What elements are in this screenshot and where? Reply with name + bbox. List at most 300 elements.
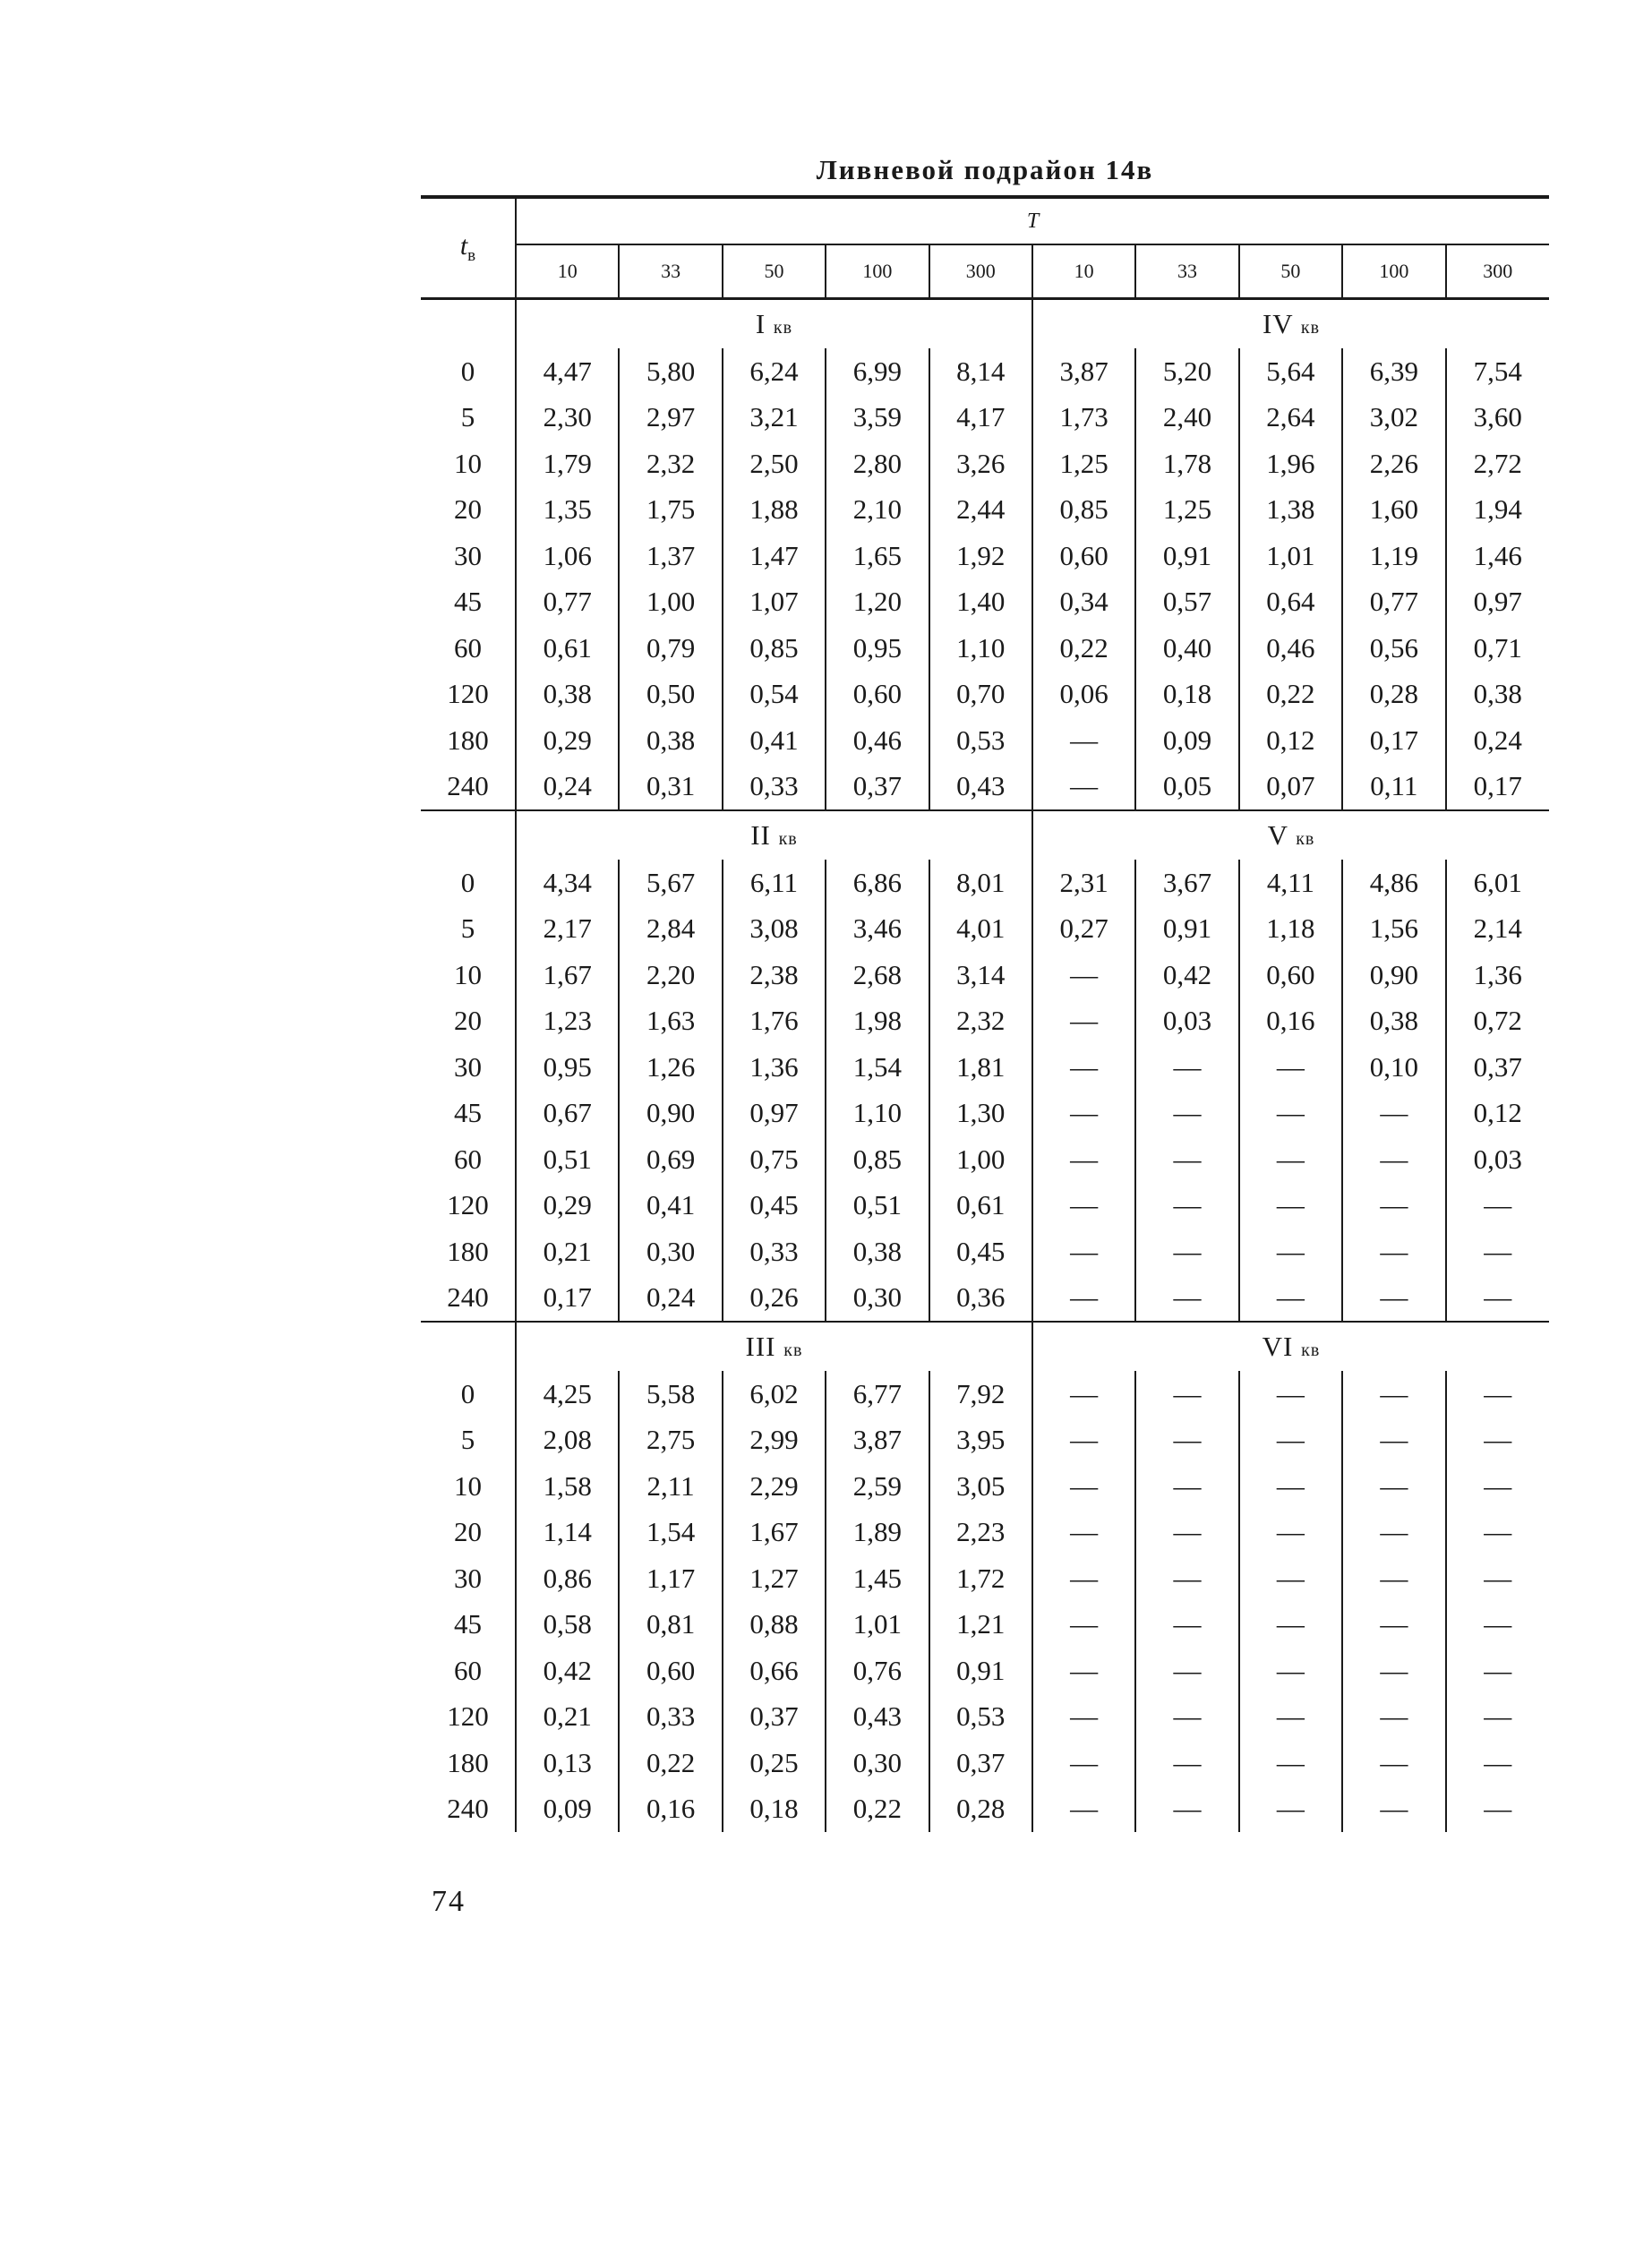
table-row xyxy=(421,579,1549,626)
table-cell: — xyxy=(1342,1648,1445,1694)
table-cell: 1,36 xyxy=(1473,958,1522,990)
table-row xyxy=(421,1417,1549,1464)
table-cell: 1,01 xyxy=(826,1602,929,1648)
zone-numeral: VI xyxy=(1262,1331,1294,1362)
table-cell: 0,38 xyxy=(1473,678,1522,710)
table-cell: 0,07 xyxy=(1239,764,1342,811)
table-cell: 0,33 xyxy=(619,1694,722,1741)
table-cell: 1,40 xyxy=(929,579,1032,626)
table-cell: — xyxy=(1239,1229,1342,1275)
table-cell: 2,97 xyxy=(619,395,722,441)
table-cell: 1,23 xyxy=(516,998,619,1045)
table-cell: 0,30 xyxy=(619,1229,722,1275)
table-cell: — xyxy=(1032,1740,1135,1786)
table-cell: 0,38 xyxy=(826,1229,929,1275)
table-cell: — xyxy=(1032,1417,1135,1464)
table-cell: 1,10 xyxy=(826,1091,929,1137)
row-duration: 240 xyxy=(421,764,516,811)
table-cell: 0,60 xyxy=(619,1648,722,1694)
table-cell: 0,88 xyxy=(723,1602,826,1648)
table-cell: 1,56 xyxy=(1342,906,1445,953)
row-duration: 45 xyxy=(421,1091,516,1137)
table-cell: 5,20 xyxy=(1135,348,1238,395)
table-cell: 0,60 xyxy=(1032,533,1135,579)
table-cell: — xyxy=(1342,1371,1445,1417)
table-cell: 0,22 xyxy=(826,1786,929,1833)
table-cell: 6,99 xyxy=(826,348,929,395)
table-cell: 0,22 xyxy=(1239,672,1342,718)
table-cell: — xyxy=(1032,1371,1135,1417)
table-cell: 1,76 xyxy=(723,998,826,1045)
table-cell: 0,17 xyxy=(1342,717,1445,764)
table-cell: 1,75 xyxy=(619,487,722,534)
table-cell: 3,14 xyxy=(929,952,1032,998)
table-cell: 4,25 xyxy=(516,1371,619,1417)
table-cell: 0,45 xyxy=(723,1183,826,1229)
table-cell: 0,67 xyxy=(516,1091,619,1137)
row-duration: 60 xyxy=(421,1648,516,1694)
table-cell: — xyxy=(1135,1275,1238,1323)
table-cell: 3,67 xyxy=(1135,860,1238,906)
table-row xyxy=(421,1091,1549,1137)
table-cell: 5,67 xyxy=(619,860,722,906)
table-cell: 4,11 xyxy=(1239,860,1342,906)
table-cell: — xyxy=(1484,1189,1512,1221)
table-row xyxy=(421,1740,1549,1786)
row-duration: 0 xyxy=(421,1371,516,1417)
table-cell: 0,37 xyxy=(929,1740,1032,1786)
table-cell: 0,95 xyxy=(826,625,929,672)
table-cell: 0,36 xyxy=(929,1275,1032,1323)
table-cell: 2,44 xyxy=(929,487,1032,534)
table-cell: 1,06 xyxy=(516,533,619,579)
row-duration: 180 xyxy=(421,717,516,764)
header-period: 300 xyxy=(1446,244,1550,299)
zone-numeral: II xyxy=(750,819,771,851)
table-cell: 2,84 xyxy=(619,906,722,953)
table-cell: 3,05 xyxy=(929,1463,1032,1510)
table-cell: 4,17 xyxy=(929,395,1032,441)
header-period: 33 xyxy=(619,244,722,299)
table-cell: — xyxy=(1032,1044,1135,1091)
table-cell: 0,43 xyxy=(929,764,1032,811)
table-cell: — xyxy=(1484,1469,1512,1502)
table-cell: 4,01 xyxy=(929,906,1032,953)
table-cell: 1,01 xyxy=(1239,533,1342,579)
table-cell: — xyxy=(1239,1694,1342,1741)
table-cell: 6,11 xyxy=(723,860,826,906)
table-cell: 3,21 xyxy=(723,395,826,441)
table-cell: 0,58 xyxy=(516,1602,619,1648)
table-cell: 1,36 xyxy=(723,1044,826,1091)
table-cell: 0,85 xyxy=(1032,487,1135,534)
zone-unit: кв xyxy=(1300,318,1321,338)
table-cell: 1,89 xyxy=(826,1510,929,1556)
table-cell: — xyxy=(1239,1740,1342,1786)
table-cell: 0,61 xyxy=(929,1183,1032,1229)
table-cell: 0,21 xyxy=(516,1694,619,1741)
table-cell: 0,10 xyxy=(1342,1044,1445,1091)
table-cell: 0,37 xyxy=(1473,1050,1522,1083)
table-cell: 0,30 xyxy=(826,1275,929,1323)
table-cell: 2,72 xyxy=(1473,447,1522,479)
zone-unit: кв xyxy=(778,829,798,849)
table-cell: 1,25 xyxy=(1135,487,1238,534)
table-cell: 1,46 xyxy=(1473,539,1522,571)
table-cell: 0,75 xyxy=(723,1136,826,1183)
table-cell: 0,17 xyxy=(1473,770,1522,802)
header-period: 300 xyxy=(929,244,1032,299)
row-duration: 180 xyxy=(421,1740,516,1786)
table-cell: 3,08 xyxy=(723,906,826,953)
header-period-group: T xyxy=(516,197,1549,244)
table-row xyxy=(421,441,1549,487)
header-period: 50 xyxy=(1239,244,1342,299)
rainfall-table xyxy=(421,195,1549,1832)
table-cell: 1,37 xyxy=(619,533,722,579)
table-cell: 0,81 xyxy=(619,1602,722,1648)
table-cell: — xyxy=(1484,1281,1512,1314)
table-row xyxy=(421,952,1549,998)
table-cell: — xyxy=(1239,1555,1342,1602)
row-duration: 30 xyxy=(421,1555,516,1602)
header-period: 50 xyxy=(723,244,826,299)
header-tv-label: t xyxy=(459,230,468,261)
table-cell: 1,79 xyxy=(516,441,619,487)
table-cell: 8,01 xyxy=(929,860,1032,906)
table-row xyxy=(421,1136,1549,1183)
row-duration: 10 xyxy=(421,952,516,998)
table-cell: 2,32 xyxy=(619,441,722,487)
table-cell: 0,85 xyxy=(826,1136,929,1183)
table-row xyxy=(421,1229,1549,1275)
table-cell: 0,18 xyxy=(1135,672,1238,718)
table-cell: 0,27 xyxy=(1032,906,1135,953)
table-row xyxy=(421,672,1549,718)
zone-label-left xyxy=(516,299,1032,349)
table-body xyxy=(421,299,1549,1833)
table-row xyxy=(421,1694,1549,1741)
table-cell: — xyxy=(1239,1371,1342,1417)
table-cell: 0,34 xyxy=(1032,579,1135,626)
table-row xyxy=(421,1463,1549,1510)
table-cell: — xyxy=(1135,1044,1238,1091)
zone-label-right xyxy=(1032,299,1549,349)
table-cell: — xyxy=(1135,1417,1238,1464)
table-cell: 0,18 xyxy=(723,1786,826,1833)
table-row xyxy=(421,1044,1549,1091)
table-cell: — xyxy=(1239,1510,1342,1556)
table-cell: 7,54 xyxy=(1473,355,1522,387)
zone-label-right xyxy=(1032,1322,1549,1371)
table-cell: 3,95 xyxy=(929,1417,1032,1464)
table-cell: — xyxy=(1032,1602,1135,1648)
table-cell: — xyxy=(1342,1740,1445,1786)
table-row xyxy=(421,998,1549,1045)
table-cell: — xyxy=(1135,1183,1238,1229)
table-cell: 0,70 xyxy=(929,672,1032,718)
zone-label-left xyxy=(516,1322,1032,1371)
row-duration: 45 xyxy=(421,579,516,626)
table-cell: 2,29 xyxy=(723,1463,826,1510)
table-cell: — xyxy=(1342,1510,1445,1556)
table-cell: 0,69 xyxy=(619,1136,722,1183)
table-cell: 0,29 xyxy=(516,717,619,764)
header-period: 100 xyxy=(826,244,929,299)
table-cell: 0,11 xyxy=(1342,764,1445,811)
row-duration: 120 xyxy=(421,1694,516,1741)
table-cell: — xyxy=(1239,1183,1342,1229)
row-duration: 5 xyxy=(421,906,516,953)
table-cell: 1,98 xyxy=(826,998,929,1045)
table-cell: 0,06 xyxy=(1032,672,1135,718)
table-cell: 2,40 xyxy=(1135,395,1238,441)
table-cell: 0,31 xyxy=(619,764,722,811)
table-cell: 1,94 xyxy=(1473,493,1522,526)
table-row xyxy=(421,860,1549,906)
table-cell: 0,91 xyxy=(1135,533,1238,579)
table-row xyxy=(421,906,1549,953)
table-cell: 1,26 xyxy=(619,1044,722,1091)
table-cell: 0,33 xyxy=(723,1229,826,1275)
table-cell: 4,34 xyxy=(516,860,619,906)
row-duration: 20 xyxy=(421,998,516,1045)
table-cell: 0,72 xyxy=(1473,1005,1522,1037)
table-cell: 0,09 xyxy=(516,1786,619,1833)
table-cell: 0,26 xyxy=(723,1275,826,1323)
table-cell: — xyxy=(1342,1091,1445,1137)
table-cell: 1,19 xyxy=(1342,533,1445,579)
table-cell: 4,47 xyxy=(516,348,619,395)
table-cell: 2,30 xyxy=(516,395,619,441)
table-cell: — xyxy=(1342,1275,1445,1323)
table-cell: — xyxy=(1484,1235,1512,1267)
table-cell: — xyxy=(1484,1700,1512,1733)
table-cell: 0,22 xyxy=(619,1740,722,1786)
table-cell: 1,67 xyxy=(516,952,619,998)
table-cell: 1,38 xyxy=(1239,487,1342,534)
table-cell: 6,24 xyxy=(723,348,826,395)
table-cell: 0,91 xyxy=(929,1648,1032,1694)
table-cell: 1,17 xyxy=(619,1555,722,1602)
table-cell: 0,42 xyxy=(1135,952,1238,998)
header-tv xyxy=(421,197,516,299)
table-row xyxy=(421,1275,1549,1323)
table-cell: — xyxy=(1484,1377,1512,1409)
table-cell: 2,32 xyxy=(929,998,1032,1045)
table-cell: — xyxy=(1032,1275,1135,1323)
zone-unit: кв xyxy=(1296,829,1315,849)
table-cell: — xyxy=(1342,1183,1445,1229)
table-cell: 1,10 xyxy=(929,625,1032,672)
row-duration: 20 xyxy=(421,1510,516,1556)
table-cell: 0,46 xyxy=(826,717,929,764)
table-cell: 0,46 xyxy=(1239,625,1342,672)
table-cell: 0,24 xyxy=(619,1275,722,1323)
table-cell: 0,60 xyxy=(826,672,929,718)
row-duration: 240 xyxy=(421,1786,516,1833)
table-cell: 2,17 xyxy=(516,906,619,953)
table-cell: — xyxy=(1135,1371,1238,1417)
table-row xyxy=(421,625,1549,672)
table-cell: 3,87 xyxy=(1032,348,1135,395)
table-cell: 3,59 xyxy=(826,395,929,441)
table-cell: 1,30 xyxy=(929,1091,1032,1137)
table-cell: 0,90 xyxy=(619,1091,722,1137)
table-cell: 1,73 xyxy=(1032,395,1135,441)
table-cell: 0,17 xyxy=(516,1275,619,1323)
table-cell: 0,28 xyxy=(1342,672,1445,718)
table-cell: 0,71 xyxy=(1473,631,1522,664)
table-cell: 2,26 xyxy=(1342,441,1445,487)
table-cell: 0,30 xyxy=(826,1740,929,1786)
table-cell: 0,51 xyxy=(516,1136,619,1183)
table-cell: — xyxy=(1239,1417,1342,1464)
table-cell: 0,25 xyxy=(723,1740,826,1786)
table-cell: 0,57 xyxy=(1135,579,1238,626)
table-cell: 2,75 xyxy=(619,1417,722,1464)
table-cell: 0,79 xyxy=(619,625,722,672)
table-cell: 0,41 xyxy=(723,717,826,764)
table-cell: — xyxy=(1032,1648,1135,1694)
zone-header-row xyxy=(421,810,1549,860)
table-cell: 1,47 xyxy=(723,533,826,579)
table-cell: 2,20 xyxy=(619,952,722,998)
table-cell: 0,12 xyxy=(1239,717,1342,764)
table-cell: 0,53 xyxy=(929,717,1032,764)
table-cell: 0,38 xyxy=(619,717,722,764)
table-cell: 5,58 xyxy=(619,1371,722,1417)
table-cell: 0,97 xyxy=(1473,586,1522,618)
zone-header-row xyxy=(421,1322,1549,1371)
table-cell: — xyxy=(1135,1136,1238,1183)
table-row xyxy=(421,1602,1549,1648)
table-cell: — xyxy=(1342,1463,1445,1510)
table-cell: 0,03 xyxy=(1135,998,1238,1045)
table-cell: 0,16 xyxy=(1239,998,1342,1045)
table-cell: 6,77 xyxy=(826,1371,929,1417)
table-cell: — xyxy=(1342,1555,1445,1602)
table-cell: — xyxy=(1135,1463,1238,1510)
table-cell: — xyxy=(1484,1516,1512,1548)
row-duration: 0 xyxy=(421,348,516,395)
table-row xyxy=(421,717,1549,764)
table-cell: 0,64 xyxy=(1239,579,1342,626)
table-cell: 0,41 xyxy=(619,1183,722,1229)
table-row xyxy=(421,764,1549,811)
table-cell: — xyxy=(1484,1424,1512,1456)
table-cell: 1,60 xyxy=(1342,487,1445,534)
zone-unit: кв xyxy=(783,1340,803,1360)
table-cell: 0,40 xyxy=(1135,625,1238,672)
zone-header-row xyxy=(421,299,1549,349)
table-cell: 0,29 xyxy=(516,1183,619,1229)
table-cell: — xyxy=(1484,1793,1512,1825)
zone-numeral: IV xyxy=(1262,308,1294,339)
table-cell: 0,38 xyxy=(516,672,619,718)
zone-numeral: III xyxy=(745,1331,776,1362)
zone-numeral: I xyxy=(755,308,766,339)
row-duration: 180 xyxy=(421,1229,516,1275)
table-cell: 0,77 xyxy=(1342,579,1445,626)
table-cell: 0,21 xyxy=(516,1229,619,1275)
table-cell: 1,65 xyxy=(826,533,929,579)
header-period: 33 xyxy=(1135,244,1238,299)
table-cell: — xyxy=(1342,1229,1445,1275)
table-cell: — xyxy=(1342,1136,1445,1183)
table-cell: 0,76 xyxy=(826,1648,929,1694)
table-cell: 8,14 xyxy=(929,348,1032,395)
table-cell: — xyxy=(1135,1602,1238,1648)
table-cell: 2,59 xyxy=(826,1463,929,1510)
table-row xyxy=(421,348,1549,395)
table-cell: 0,03 xyxy=(1473,1143,1522,1175)
table-cell: — xyxy=(1239,1786,1342,1833)
table-row xyxy=(421,395,1549,441)
table-cell: 1,72 xyxy=(929,1555,1032,1602)
row-duration: 10 xyxy=(421,1463,516,1510)
table-cell: 0,05 xyxy=(1135,764,1238,811)
table-cell: — xyxy=(1239,1091,1342,1137)
table-cell: 2,80 xyxy=(826,441,929,487)
table-cell: 1,27 xyxy=(723,1555,826,1602)
row-duration: 60 xyxy=(421,1136,516,1183)
table-cell: 1,21 xyxy=(929,1602,1032,1648)
table-cell: — xyxy=(1342,1602,1445,1648)
zone-label-right xyxy=(1032,810,1549,860)
table-cell: 1,00 xyxy=(619,579,722,626)
table-cell: — xyxy=(1032,998,1135,1045)
table-cell: — xyxy=(1032,764,1135,811)
table-cell: — xyxy=(1135,1740,1238,1786)
row-duration: 120 xyxy=(421,1183,516,1229)
table-cell: 1,54 xyxy=(826,1044,929,1091)
table-cell: — xyxy=(1135,1648,1238,1694)
table-cell: — xyxy=(1032,1091,1135,1137)
table-cell: — xyxy=(1239,1602,1342,1648)
table-cell: — xyxy=(1484,1654,1512,1686)
zone-header-spacer xyxy=(421,810,516,860)
table-row xyxy=(421,487,1549,534)
table-row xyxy=(421,1510,1549,1556)
table-cell: 0,37 xyxy=(723,1694,826,1741)
table-cell: — xyxy=(1032,1555,1135,1602)
row-duration: 5 xyxy=(421,1417,516,1464)
table-cell: 1,35 xyxy=(516,487,619,534)
table-cell: — xyxy=(1032,1136,1135,1183)
zone-label-left xyxy=(516,810,1032,860)
table-row xyxy=(421,1183,1549,1229)
table-cell: 0,86 xyxy=(516,1555,619,1602)
table-cell: 1,58 xyxy=(516,1463,619,1510)
table-row xyxy=(421,1371,1549,1417)
table-cell: 2,10 xyxy=(826,487,929,534)
table-row xyxy=(421,1555,1549,1602)
table-cell: 0,42 xyxy=(516,1648,619,1694)
table-cell: 0,09 xyxy=(1135,717,1238,764)
table-cell: 0,16 xyxy=(619,1786,722,1833)
table-cell: 0,51 xyxy=(826,1183,929,1229)
table-cell: 0,77 xyxy=(516,579,619,626)
zone-unit: кв xyxy=(1301,1340,1321,1360)
row-duration: 240 xyxy=(421,1275,516,1323)
table-cell: — xyxy=(1342,1694,1445,1741)
table-cell: 6,39 xyxy=(1342,348,1445,395)
table-cell: 0,56 xyxy=(1342,625,1445,672)
table-cell: 1,96 xyxy=(1239,441,1342,487)
table-cell: 6,02 xyxy=(723,1371,826,1417)
row-duration: 10 xyxy=(421,441,516,487)
